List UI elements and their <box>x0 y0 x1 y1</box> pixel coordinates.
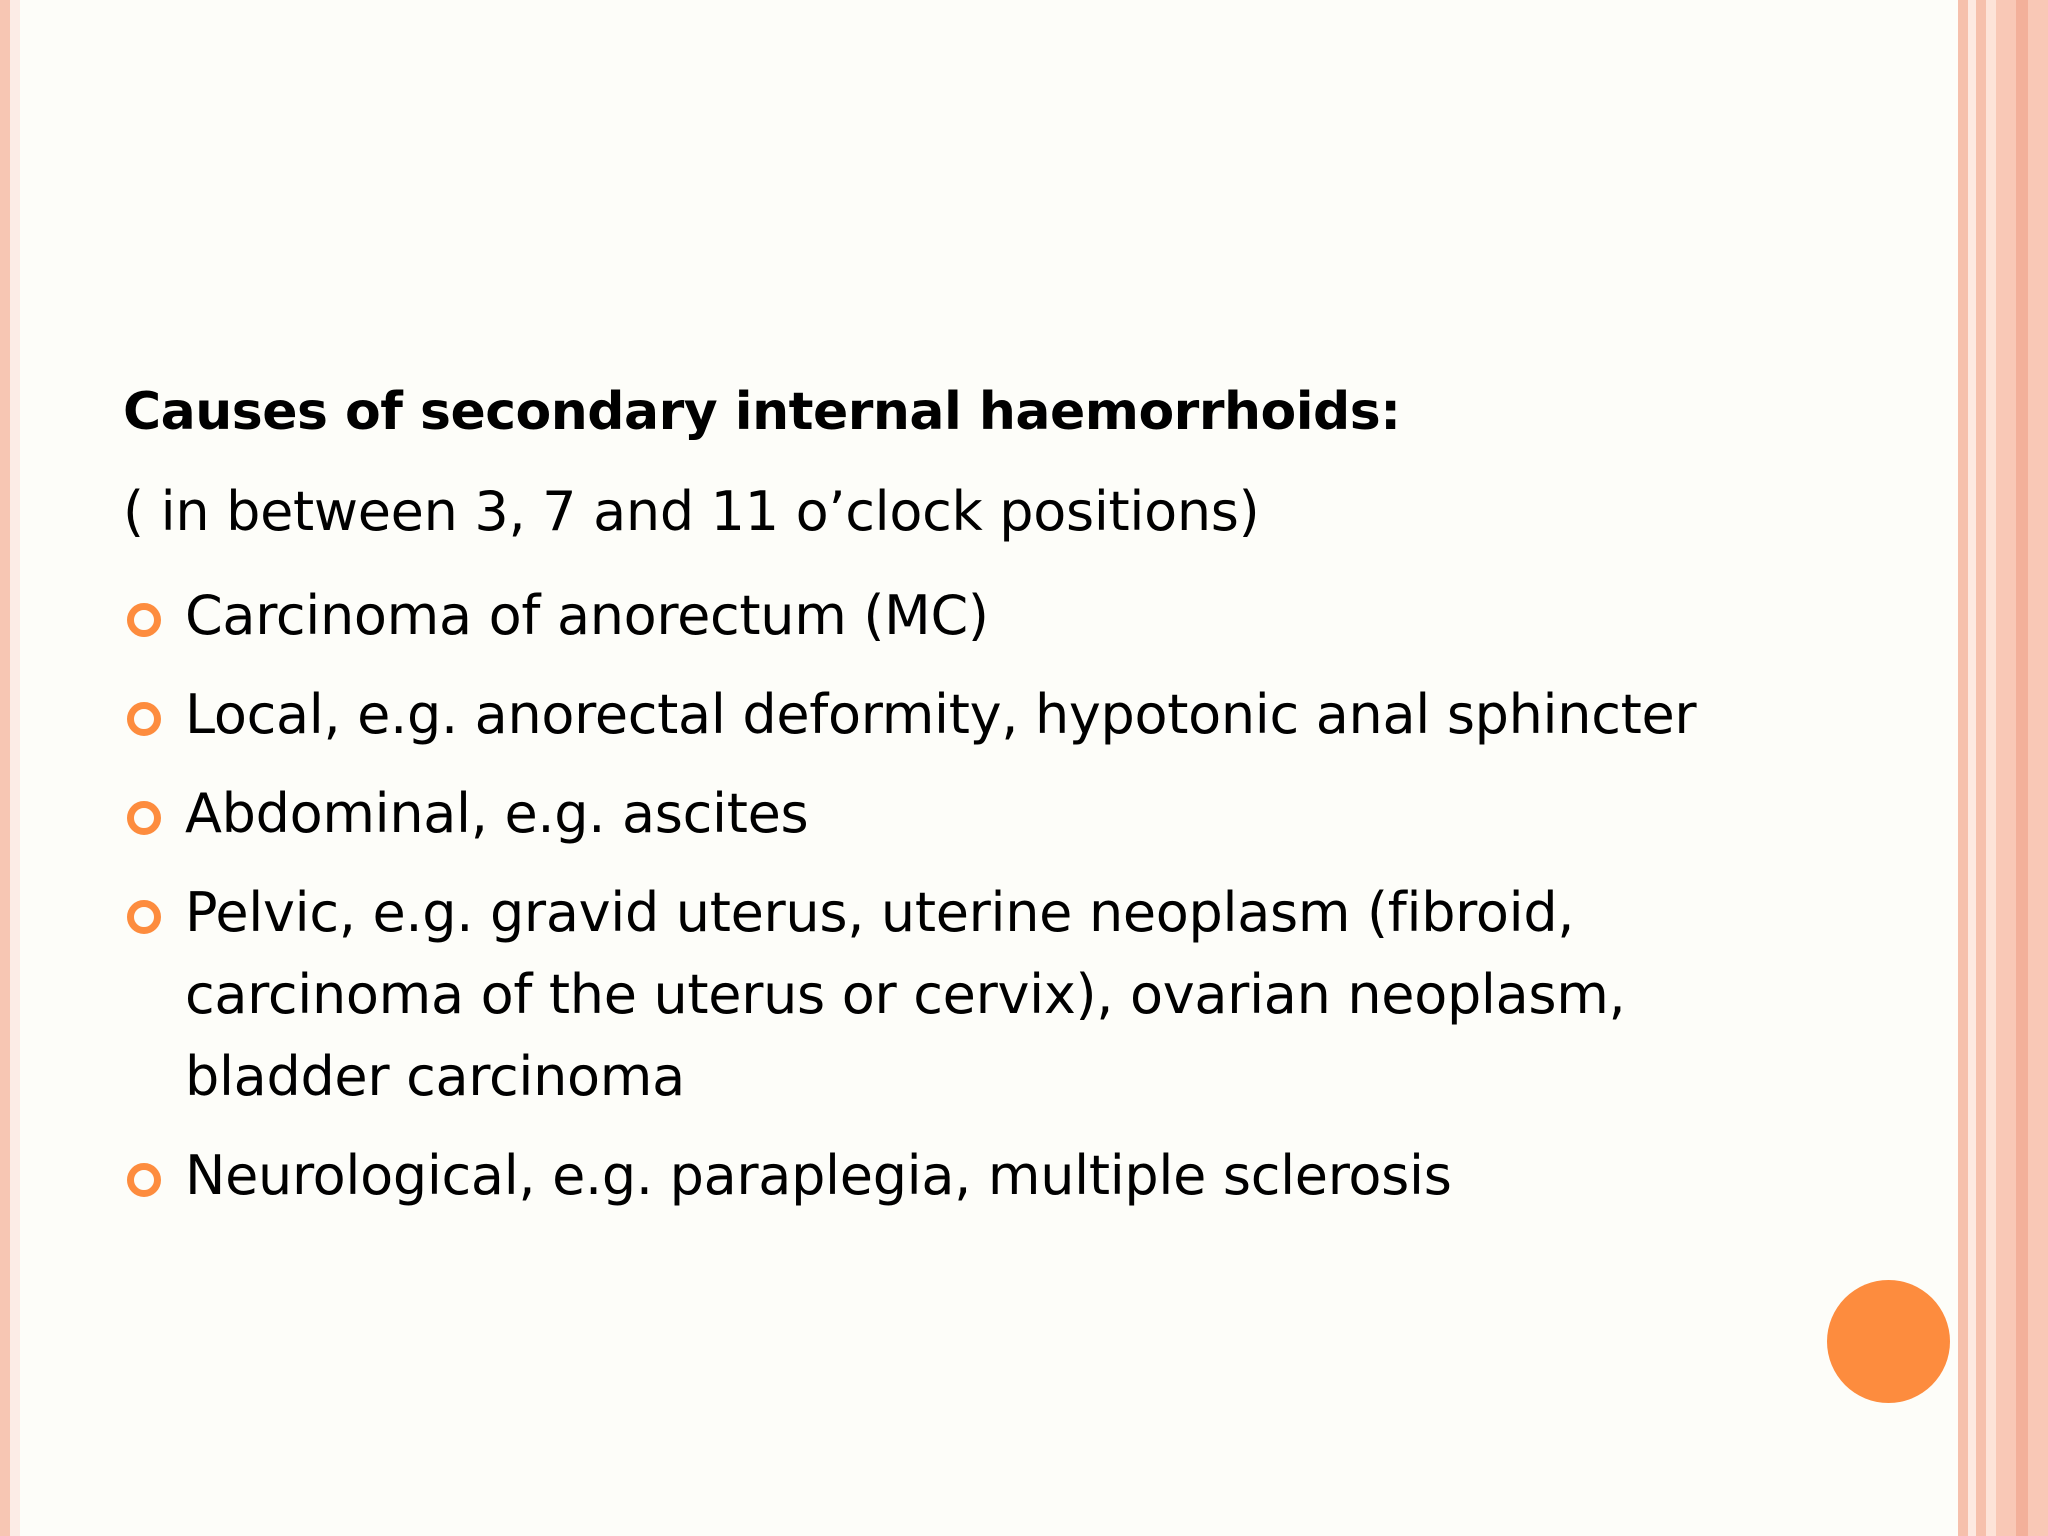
right-border-stripe <box>1958 0 1968 1536</box>
bullet-list <box>123 575 1823 1217</box>
bullet-text: Pelvic, e.g. gravid uterus, uterine neoplasm (fibroid, carcinoma of the uterus or cervix), ovarian neoplasm, bladder carcinoma <box>185 881 1626 1108</box>
decorative-orange-circle <box>1827 1280 1950 1403</box>
bullet-item-carcinoma <box>123 575 1823 657</box>
slide-heading: Causes of secondary internal haemorrhoids: <box>123 382 1401 442</box>
bullet-text: Abdominal, e.g. ascites <box>185 782 809 845</box>
slide-subline: ( in between 3, 7 and 11 o’clock positions) <box>123 480 1260 543</box>
ring-bullet-icon <box>127 702 161 736</box>
right-border-stripe-dark <box>2016 0 2028 1536</box>
bullet-text: Carcinoma of anorectum (MC) <box>185 584 989 647</box>
ring-bullet-icon <box>127 900 161 934</box>
slide-content <box>123 376 1823 1234</box>
right-border-stripe <box>1976 0 1986 1536</box>
right-border-stripe-light <box>1986 0 1996 1536</box>
ring-bullet-icon <box>127 603 161 637</box>
bullet-item-neurological <box>123 1135 1823 1217</box>
left-border-stripe <box>0 0 10 1536</box>
bullet-item-pelvic <box>123 872 1785 1118</box>
bullet-text: Neurological, e.g. paraplegia, multiple sclerosis <box>185 1144 1452 1207</box>
ring-bullet-icon <box>127 801 161 835</box>
bullet-item-abdominal <box>123 773 1823 855</box>
bullet-text: Local, e.g. anorectal deformity, hypotonic anal sphincter <box>185 683 1697 746</box>
left-border-stripe-inner <box>10 0 20 1536</box>
ring-bullet-icon <box>127 1163 161 1197</box>
right-border-stripe-light <box>1968 0 1976 1536</box>
bullet-item-local <box>123 674 1823 756</box>
